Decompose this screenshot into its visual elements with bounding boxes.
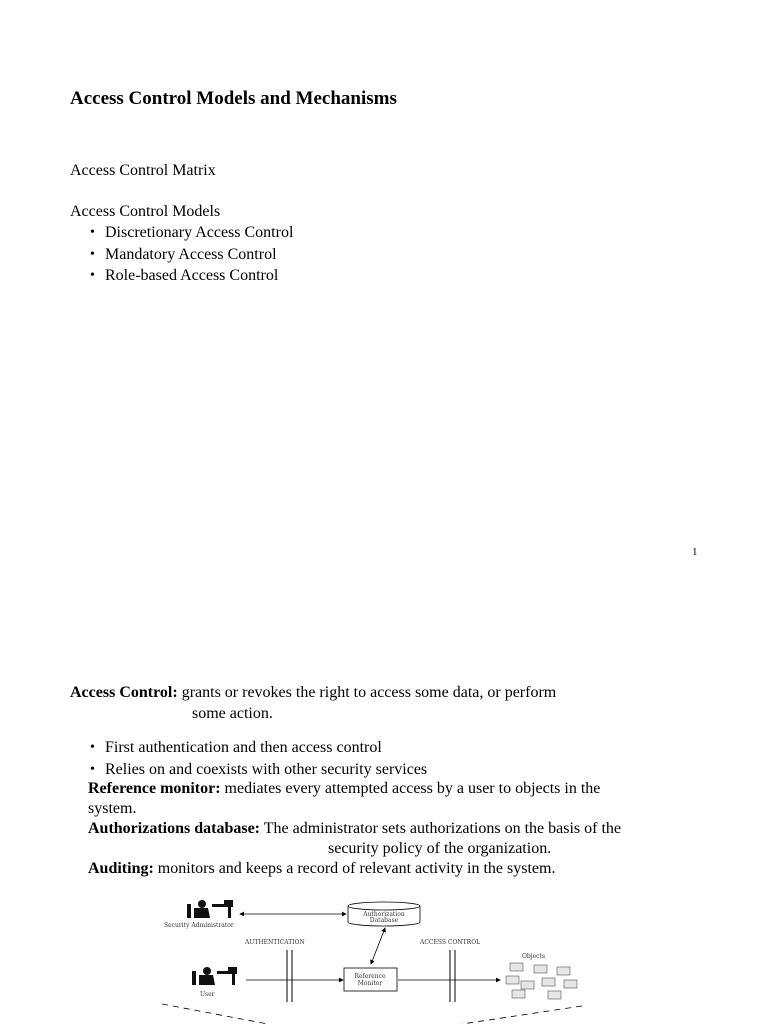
list-item: • Mandatory Access Control <box>85 244 293 266</box>
list-item: • First authentication and then access control <box>85 737 427 759</box>
reference-monitor-def-line2: system. <box>88 800 137 817</box>
reference-monitor-def-line1: mediates every attempted access by a user to objects in the <box>224 780 601 797</box>
objects-icon <box>506 963 577 999</box>
page-number: 1 <box>692 546 698 558</box>
access-control-bullets <box>85 737 427 780</box>
access-control-def-line2: some action. <box>192 705 273 722</box>
access-control-diagram <box>150 890 610 1024</box>
auth-db-def-line1: The administrator sets authorizations on the basis of the <box>263 820 621 837</box>
auth-db-term: Authorizations database: <box>88 820 261 837</box>
access-control-definition <box>70 683 556 704</box>
security-admin-label: Security Administrator <box>164 922 234 929</box>
page-title: Access Control Models and Mechanisms <box>70 88 397 109</box>
auditing-term: Auditing: <box>88 860 154 877</box>
auth-db-def-line2: security policy of the organization. <box>328 840 552 857</box>
auth-db-definition <box>88 819 621 840</box>
authentication-label: AUTHENTICATION <box>245 939 305 946</box>
auditing-def: monitors and keeps a record of relevant activity in the system. <box>157 860 556 877</box>
reference-monitor-definition <box>88 779 600 800</box>
list-item: • Role-based Access Control <box>85 265 293 287</box>
reference-monitor-term: Reference monitor: <box>88 780 221 797</box>
auth-db-label-line2: Database <box>369 917 399 924</box>
access-control-label: ACCESS CONTROL <box>420 939 481 946</box>
user-icon <box>192 967 237 985</box>
ref-monitor-label-line2: Monitor <box>357 980 383 987</box>
access-control-def-line1: grants or revokes the right to access some data, or perform <box>181 684 557 701</box>
auditing-definition <box>88 859 555 880</box>
list-item: • Relies on and coexists with other security services <box>85 759 427 781</box>
matrix-heading: Access Control Matrix <box>70 162 216 179</box>
user-label: User <box>200 991 215 998</box>
models-heading: Access Control Models <box>70 203 221 220</box>
auth-db-label-line1: Authorization <box>363 911 405 918</box>
access-control-term: Access Control: <box>70 684 178 701</box>
list-item: • Discretionary Access Control <box>85 222 293 244</box>
security-admin-icon <box>187 900 233 918</box>
models-list <box>85 222 293 287</box>
ref-monitor-label-line1: Reference <box>354 973 386 980</box>
objects-label: Objects <box>522 953 546 960</box>
